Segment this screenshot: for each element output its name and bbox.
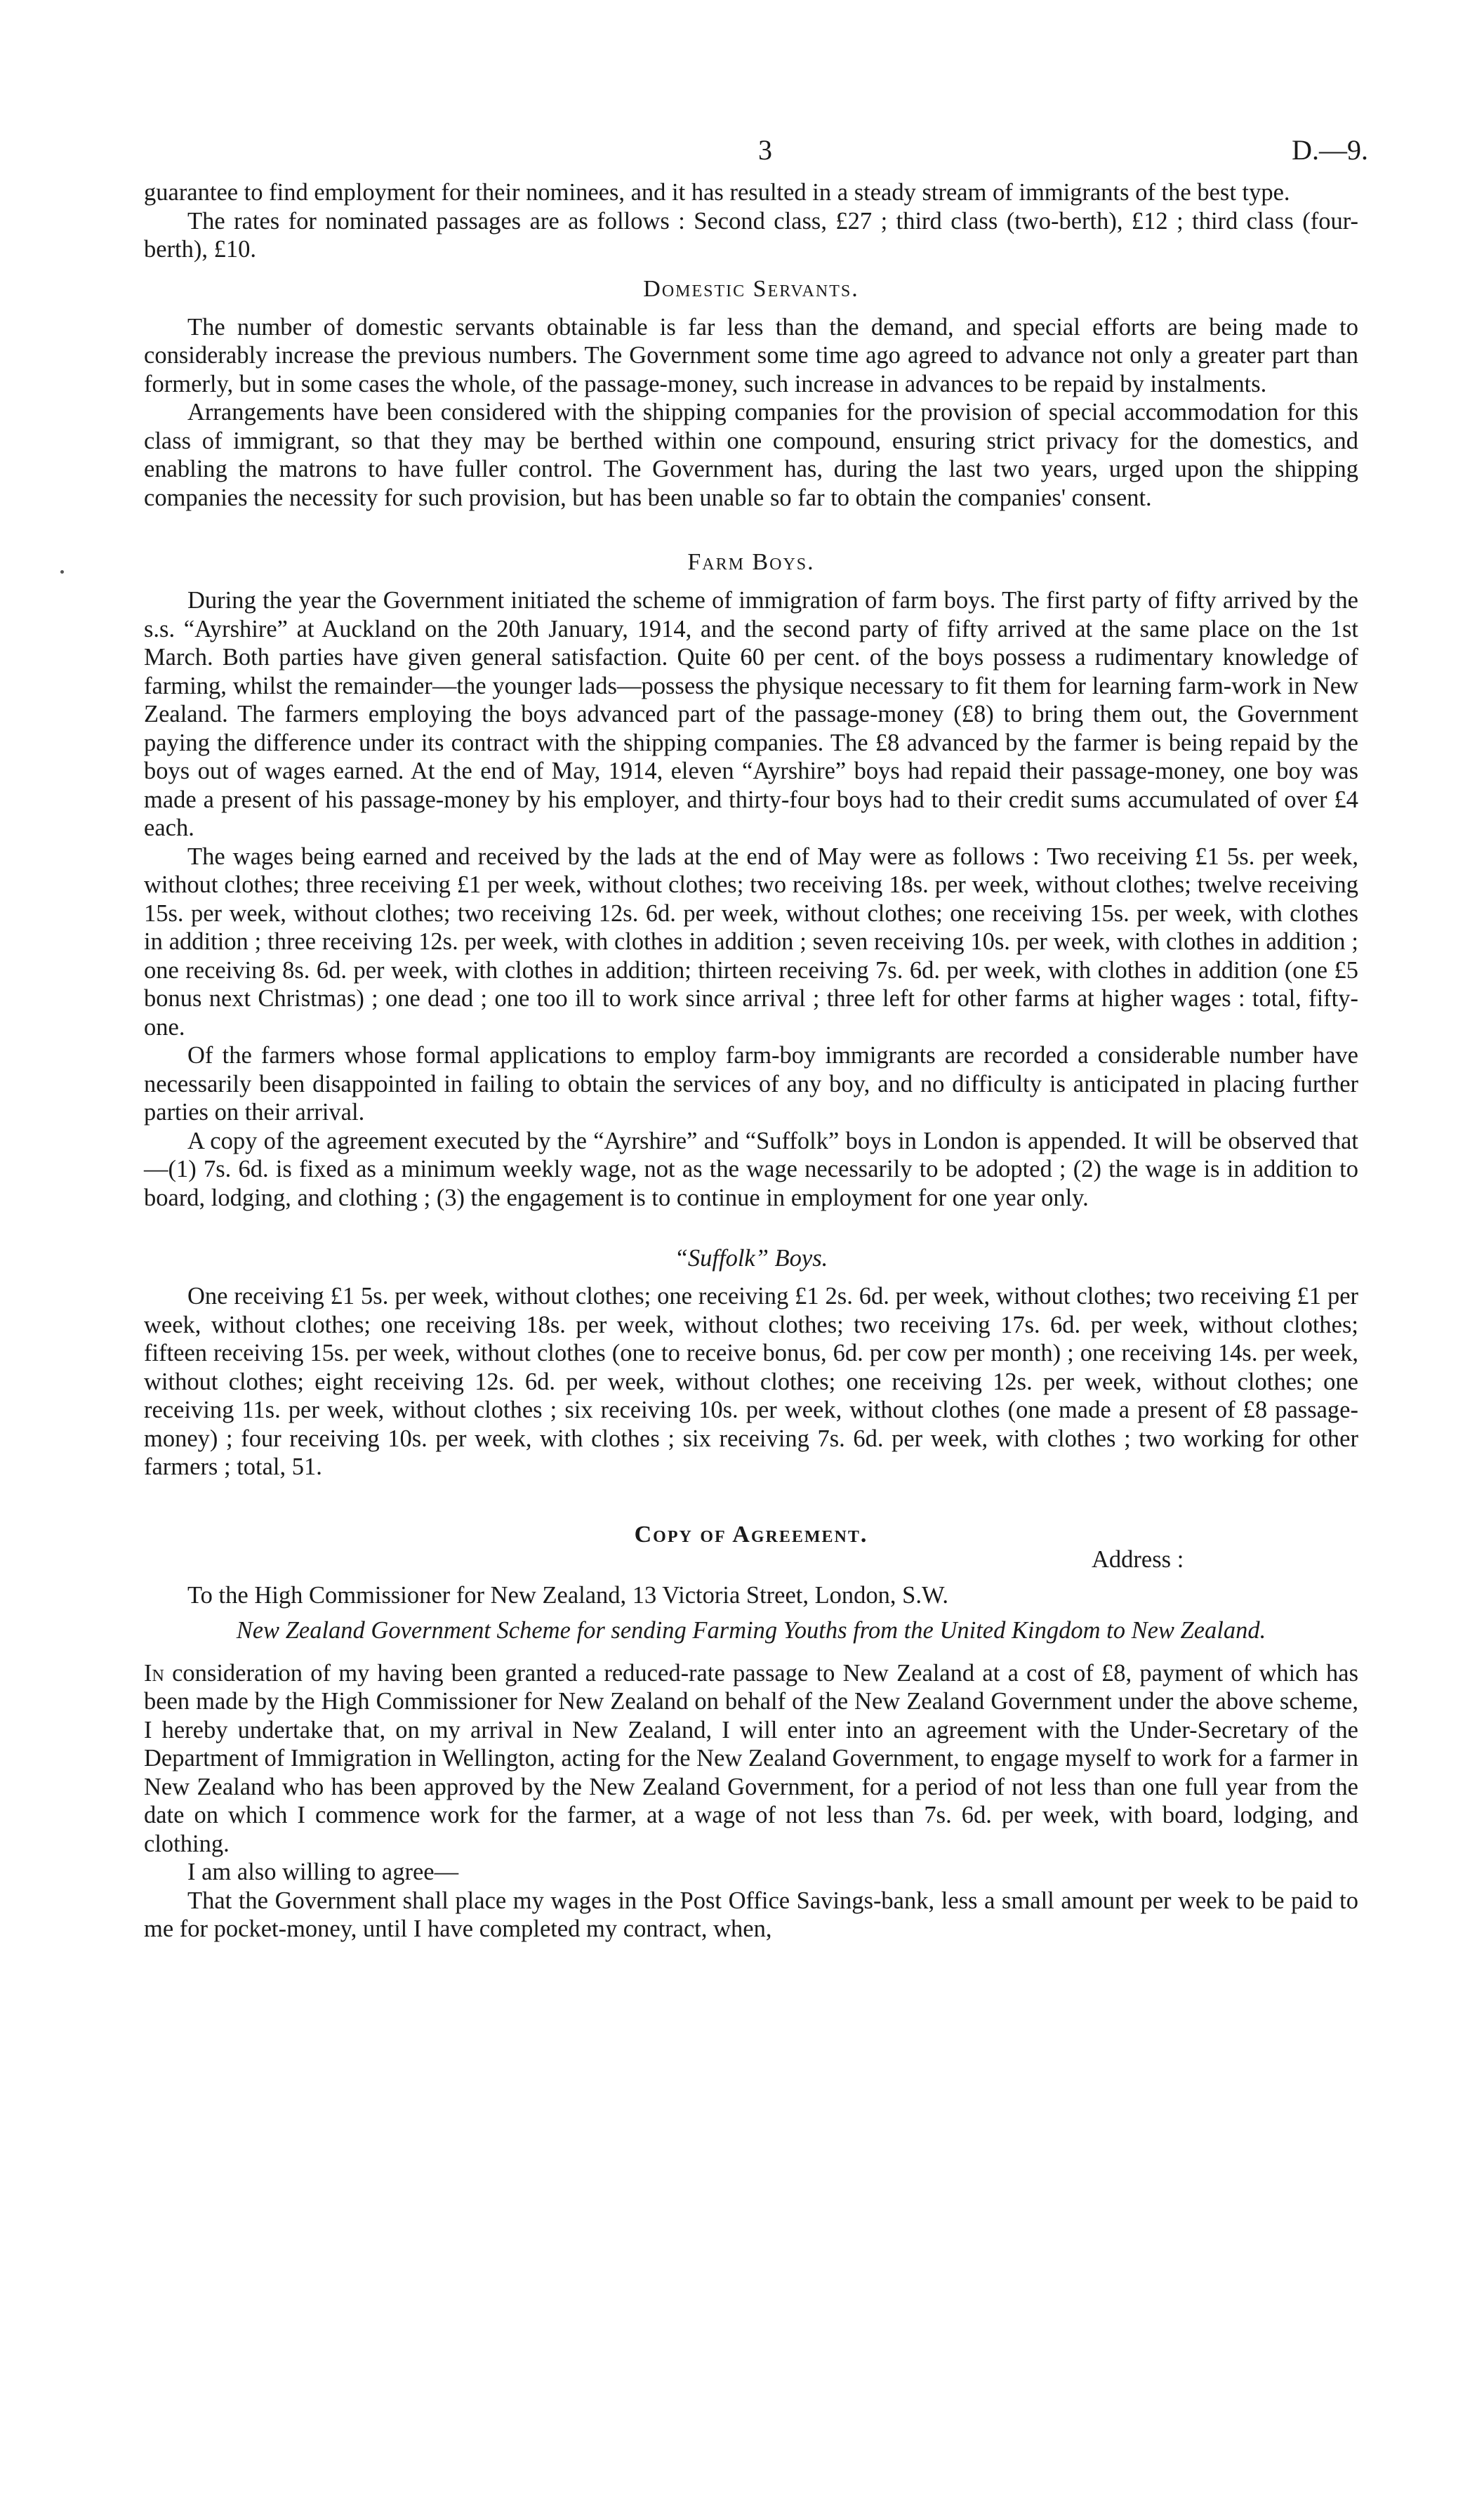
address-label: Address :	[1092, 1545, 1184, 1573]
address-line	[144, 1546, 1358, 1574]
scan-speck	[60, 570, 64, 574]
agreement-paragraph-1	[144, 1659, 1358, 1859]
document-page	[144, 126, 1368, 1944]
page-header	[144, 126, 1368, 183]
section-heading-domestic-servants: Domestic Servants.	[643, 275, 859, 302]
section-heading-suffolk-boys: “Suffolk” Boys.	[674, 1245, 828, 1272]
agreement-paragraph-2: I am also willing to agree—	[187, 1859, 459, 1885]
agreement-scheme-title: New Zealand Government Scheme for sending Farming Youths from the United Kingdom to New Zealand.	[236, 1617, 1266, 1644]
farm-boys-paragraph-2: The wages being earned and received by the lads at the end of May were as follows : Two receiving £1 5s. per week, without clothes; three receiving £1 per week, without clothes; two receiving 18s. per week, without clothes; twelve receiving 15s. per week, without clothes; two receiving 12s. 6d. per week, without clothes; one receiving 15s. per week, with clothes in addition ; three receiving 12s. per week, with clothes in addition ; seven receiving 10s. per week, with clothes in addition ; one receiving 8s. 6d. per week, with clothes in addition; thirteen receiving 7s. 6d. per week, with clothes in addition (one £5 bonus next Christmas) ; one dead ; one too ill to work since arrival ; three left for other farms at higher wages : total, fifty-one.	[144, 843, 1358, 1041]
farm-boys-paragraph-3: Of the farmers whose formal applications to employ farm-boy immigrants are recorded a considerable number have necessarily been disappointed in failing to obtain the services of any boy, and no difficulty is anticipated in placing further parties on their arrival.	[144, 1042, 1358, 1126]
farm-boys-paragraph-4: A copy of the agreement executed by the “Ayrshire” and “Suffolk” boys in London is appended. It will be observed that—(1) 7s. 6d. is fixed as a minimum weekly wage, not as the wage necessarily to be adopted ; (2) the wage is in addition to board, lodging, and clothing ; (3) the engagement is to continue in employment for one year only.	[144, 1127, 1358, 1211]
agreement-paragraph-1-text: consideration of my having been granted a reduced-rate passage to New Zealand at a cost of £8, payment of which has been made by the High Commissioner for New Zealand on behalf of the New Zealand Government under the above scheme, I hereby undertake that, on my arrival in New Zealand, I will enter into an agreement with the Under-Secretary of the Department of Immigration in Wellington, acting for the New Zealand Government, to engage myself to work for a farmer in New Zealand who has been approved by the New Zealand Government, for a period of not less than one full year from the date on which I commence work for the farmer, at a wage of not less than 7s. 6d. per week, with board, lodging, and clothing.	[144, 1659, 1358, 1857]
page-number: 3	[758, 134, 772, 166]
intro-paragraph-2: The rates for nominated passages are as follows : Second class, £27 ; third class (two-berth), £12 ; third class (four-berth), £10.	[144, 207, 1358, 263]
agreement-paragraph-3: That the Government shall place my wages in the Post Office Savings-bank, less a small amount per week to be paid to me for pocket-money, until I have completed my contract, when,	[144, 1887, 1358, 1942]
section-heading-copy-of-agreement: Copy of Agreement.	[634, 1521, 868, 1548]
farm-boys-paragraph-1: During the year the Government initiated the scheme of immigration of farm boys. The first party of fifty arrived by the s.s. “Ayrshire” at Auckland on the 20th January, 1914, and the second party of fifty arrived at the same place on the 1st March. Both parties have given general satisfaction. Quite 60 per cent. of the boys possess a rudimentary knowledge of farming, whilst the remainder—the younger lads—possess the physique necessary to fit them for learning farm-work in New Zealand. The farmers employing the boys advanced part of the passage-money (£8) to bring them out, the Government paying the difference under its contract with the shipping companies. The £8 advanced by the farmer is being repaid by the boys out of wages earned. At the end of May, 1914, eleven “Ayrshire” boys had repaid their passage-money, one boy was made a present of his passage-money by his employer, and thirty-four boys had to their credit sums accumulated of over £4 each.	[144, 587, 1358, 841]
intro-paragraph-1: guarantee to find employment for their nominees, and it has resulted in a steady stream of immigrants of the best type.	[144, 179, 1290, 206]
agreement-to-line: To the High Commissioner for New Zealand, 13 Victoria Street, London, S.W.	[187, 1581, 949, 1609]
document-reference: D.—9.	[1292, 134, 1368, 166]
domestic-servants-paragraph-2: Arrangements have been considered with the shipping companies for the provision of special accommodation for this class of immigrant, so that they may be berthed within one compound, ensuring strict privacy for the domestics, and enabling the matrons to have fuller control. The Government has, during the last two years, urged upon the shipping companies the necessity for such provision, but has been unable so far to obtain the companies' consent.	[144, 399, 1358, 511]
domestic-servants-paragraph-1: The number of domestic servants obtainable is far less than the demand, and special efforts are being made to considerably increase the previous numbers. The Government some time ago agreed to advance not only a greater part than formerly, but in some cases the whole, of the passage-money, such increase in advances to be repaid by instalments.	[144, 313, 1358, 397]
suffolk-boys-paragraph: One receiving £1 5s. per week, without clothes; one receiving £1 2s. 6d. per week, without clothes; two receiving £1 per week, without clothes; one receiving 18s. per week, without clothes; two receiving 17s. 6d. per week, without clothes; fifteen receiving 15s. per week, without clothes (one to receive bonus, 6d. per cow per month) ; one receiving 14s. per week, without clothes; eight receiving 12s. 6d. per week, without clothes; one receiving 12s. per week, without clothes; one receiving 11s. per week, without clothes ; six receiving 10s. per week, without clothes (one made a present of £8 passage-money) ; four receiving 10s. per week, with clothes ; six receiving 7s. 6d. per week, with clothes ; two working for other farmers ; total, 51.	[144, 1283, 1358, 1480]
agreement-paragraph-1-lead: In	[144, 1659, 164, 1687]
section-heading-farm-boys: Farm Boys.	[687, 549, 815, 575]
